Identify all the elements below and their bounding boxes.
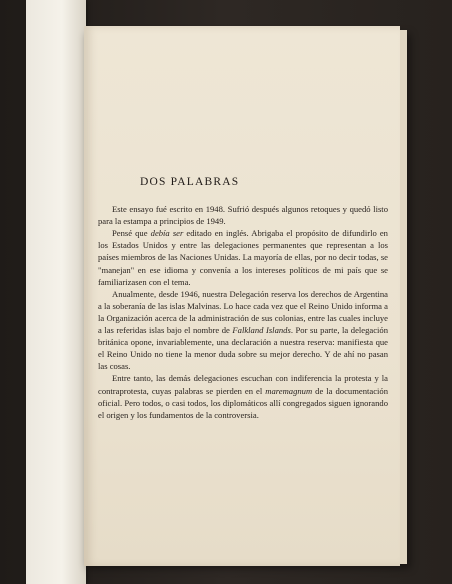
paragraph-text: editado en inglés. Abrigaba el propósito de difundirlo en los Estados Unidos y entre las delegaciones permanentes que representan a los países miembros de las Naciones Unidas. La mayoría de ellas, por no decir todas, se "manejan" en ese idioma y convenía a los intereses políticos de mi país que se familiarizasen con el tema.: [98, 228, 388, 287]
paragraph-3: [98, 288, 388, 373]
paragraph-text: Este ensayo fué escrito en 1948. Sufrió después algunos retoques y quedó listo para la estampa a principios de 1949.: [98, 204, 388, 227]
facing-page: [26, 0, 86, 584]
paragraph-1: [98, 203, 388, 227]
page-title: DOS PALABRAS: [140, 176, 240, 188]
book-page: [84, 26, 400, 566]
paragraph-text: de la documentación oficial. Pero todos, o casi todos, los diplomáticos allí congregados siguen ignorando el origen y los fundamentos de la controversia.: [98, 385, 388, 420]
paragraph-text: Pensé que: [112, 228, 151, 239]
page-content: [98, 176, 388, 421]
paragraph-2: [98, 227, 388, 287]
emphasis-text: maremagnum: [265, 385, 313, 396]
paragraph-text: Anualmente, desde 1946, nuestra Delegación reserva los derechos de Argentina a la soberanía de las islas Malvinas. Lo hace cada vez que el Reino Unido informa a la Organización acerca de la administración de sus colonias, entre las cuales incluye a las referidas islas bajo el nombre de: [98, 288, 388, 336]
paragraph-4: [98, 372, 388, 420]
paragraph-text: Entre tanto, las demás delegaciones escuchan con indiferencia la protesta y la contraprotesta, cuyas palabras se pierden en el: [98, 373, 388, 396]
emphasis-text: debía ser: [150, 228, 184, 239]
emphasis-text: Falkland Islands: [232, 325, 291, 336]
paragraph-text: . Por su parte, la delegación británica opone, invariablemente, una declaración a nuestra reserva: manifiesta que el Reino Unido no tiene la menor duda sobre su mejor derecho. Y de ahí no pasan las cosas.: [98, 325, 388, 372]
